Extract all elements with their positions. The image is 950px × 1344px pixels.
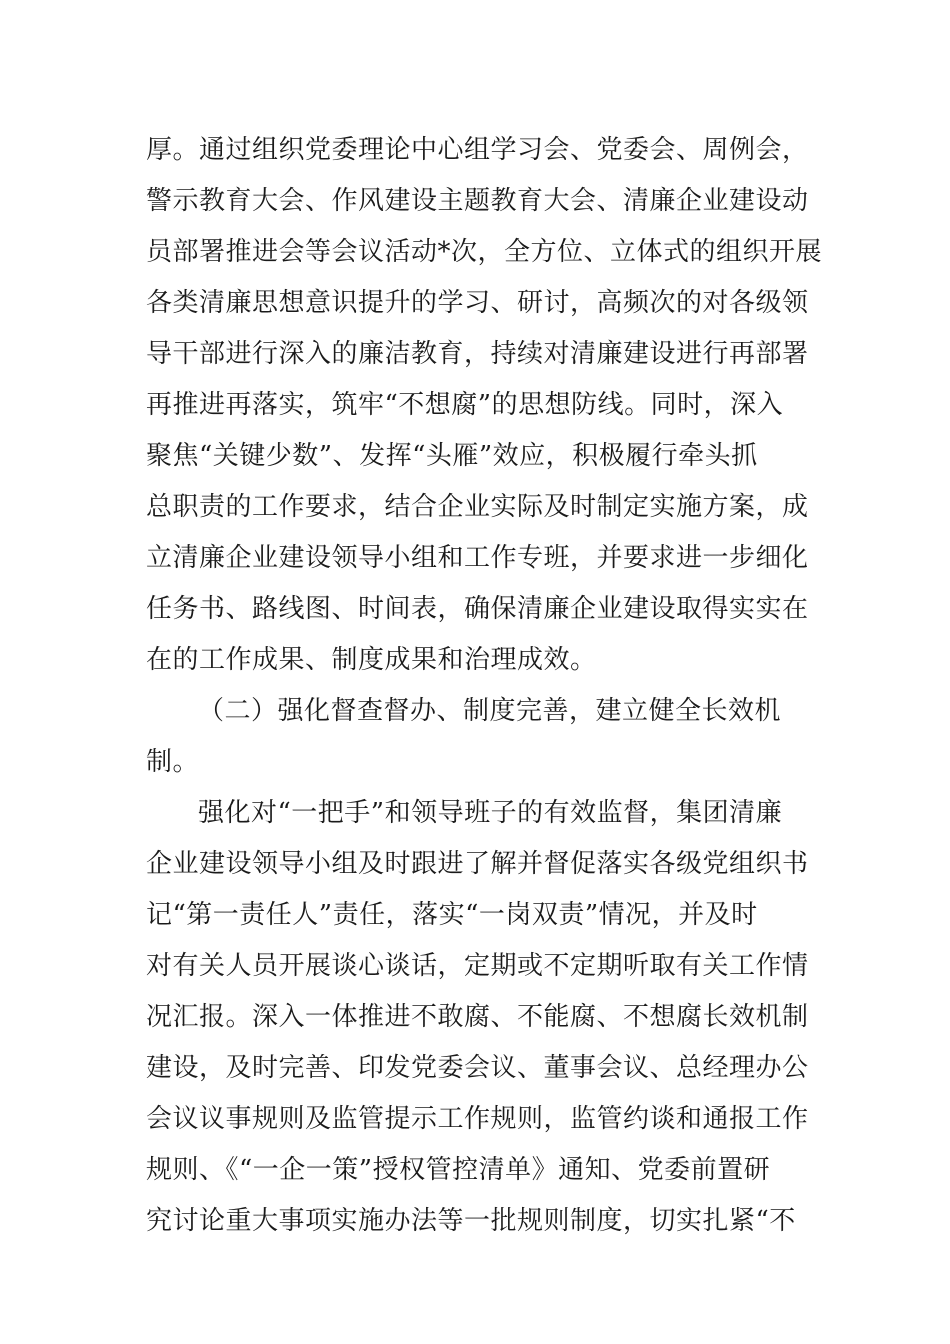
section-heading: （二）强化督查督办、制度完善，建立健全长效机 — [198, 696, 782, 726]
text-line: 警示教育大会、作风建设主题教育大会、清廉企业建设动 — [146, 186, 809, 216]
text-line: 导干部进行深入的廉洁教育，持续对清廉建设进行再部署 — [146, 339, 809, 369]
text-line: 在的工作成果、制度成果和治理成效。 — [146, 645, 597, 675]
text-line: 规则、《“一企一策”授权管控清单》通知、党委前置研 — [146, 1155, 771, 1185]
text-line: 再推进再落实，筑牢“不想腐”的思想防线。同时，深入 — [146, 390, 784, 420]
text-line: 聚焦“关键少数”、发挥“头雁”效应，积极履行牵头抓 — [146, 441, 758, 471]
text-line: 总职责的工作要求，结合企业实际及时制定实施方案，成 — [146, 492, 809, 522]
text-line: 究讨论重大事项实施办法等一批规则制度，切实扎紧“不 — [146, 1206, 796, 1236]
text-line: 强化对“一把手”和领导班子的有效监督，集团清廉 — [198, 798, 783, 828]
text-line: 企业建设领导小组及时跟进了解并督促落实各级党组织书 — [146, 849, 809, 879]
text-line: 厚。通过组织党委理论中心组学习会、党委会、周例会， — [146, 135, 809, 165]
section-heading: 制。 — [146, 747, 200, 777]
text-line: 各类清廉思想意识提升的学习、研讨，高频次的对各级领 — [146, 288, 809, 318]
text-line: 建设，及时完善、印发党委会议、董事会议、总经理办公 — [146, 1053, 809, 1083]
text-line: 员部署推进会等会议活动*次，全方位、立体式的组织开展 — [146, 237, 823, 267]
text-line: 立清廉企业建设领导小组和工作专班，并要求进一步细化 — [146, 543, 809, 573]
text-line: 记“第一责任人”责任，落实“一岗双责”情况，并及时 — [146, 900, 758, 930]
text-line: 况汇报。深入一体推进不敢腐、不能腐、不想腐长效机制 — [146, 1002, 809, 1032]
text-line: 会议议事规则及监管提示工作规则，监管约谈和通报工作 — [146, 1104, 809, 1134]
text-line: 任务书、路线图、时间表，确保清廉企业建设取得实实在 — [146, 594, 809, 624]
text-line: 对有关人员开展谈心谈话，定期或不定期听取有关工作情 — [146, 951, 809, 981]
